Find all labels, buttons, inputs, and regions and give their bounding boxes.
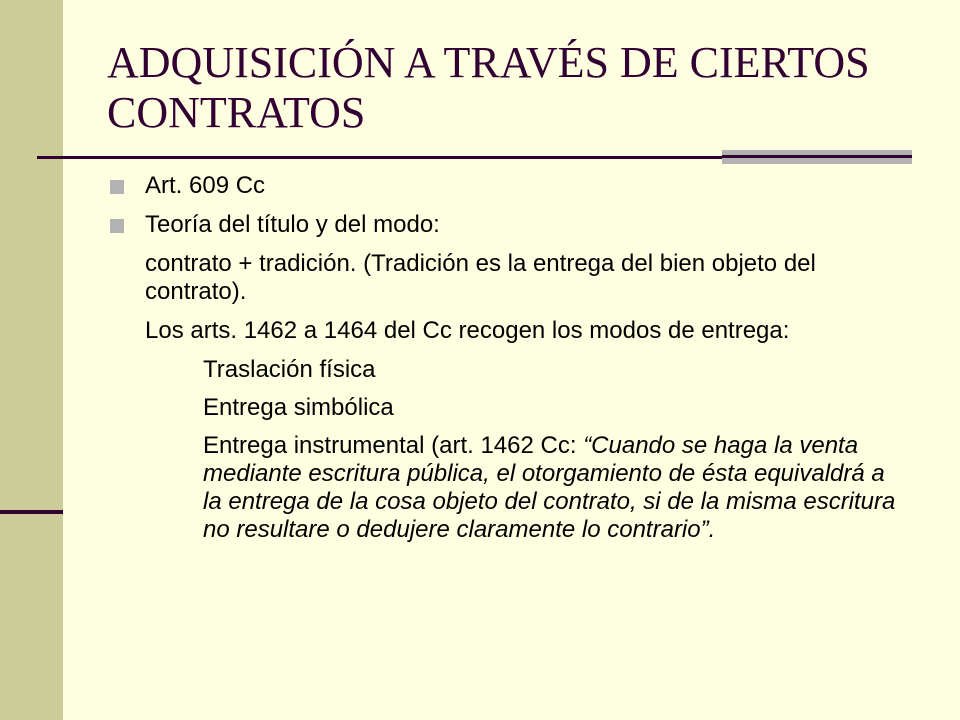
instrumental-lead: Entrega instrumental (art. 1462 Cc:	[203, 432, 584, 459]
paragraph-tradicion: contrato + tradición. (Tradición es la entrega del bien objeto del contrato).	[145, 250, 816, 305]
title-accent-bar	[722, 150, 912, 164]
slide-body	[110, 172, 910, 544]
mode-traslacion-fisica: Traslación física	[203, 356, 376, 383]
mode-entrega-instrumental	[110, 432, 910, 544]
slide-title: ADQUISICIÓN A TRAVÉS DE CIERTOS CONTRATOS	[107, 38, 870, 137]
bullet-text: Teoría del título y del modo:	[145, 211, 440, 238]
bullet-item	[110, 172, 910, 200]
square-bullet-icon	[110, 219, 124, 233]
bullet-item	[110, 211, 910, 239]
mode-entrega-simbolica: Entrega simbólica	[203, 394, 394, 421]
paragraph-modos-entrega: Los arts. 1462 a 1464 del Cc recogen los modos de entrega:	[145, 317, 790, 344]
instrumental-paragraph	[145, 432, 910, 544]
left-accent-line	[0, 510, 63, 514]
article-quote: “Cuando se haga la venta mediante escritura pública, el otorgamiento de ésta equivaldrá a la entrega de la cosa objeto del contrato, si de la misma escritura no resultare o dedujere claramente lo contrario”.	[203, 432, 896, 543]
left-decorative-band	[0, 0, 63, 720]
bullet-text: Art. 609 Cc	[145, 172, 266, 199]
square-bullet-icon	[110, 180, 124, 194]
